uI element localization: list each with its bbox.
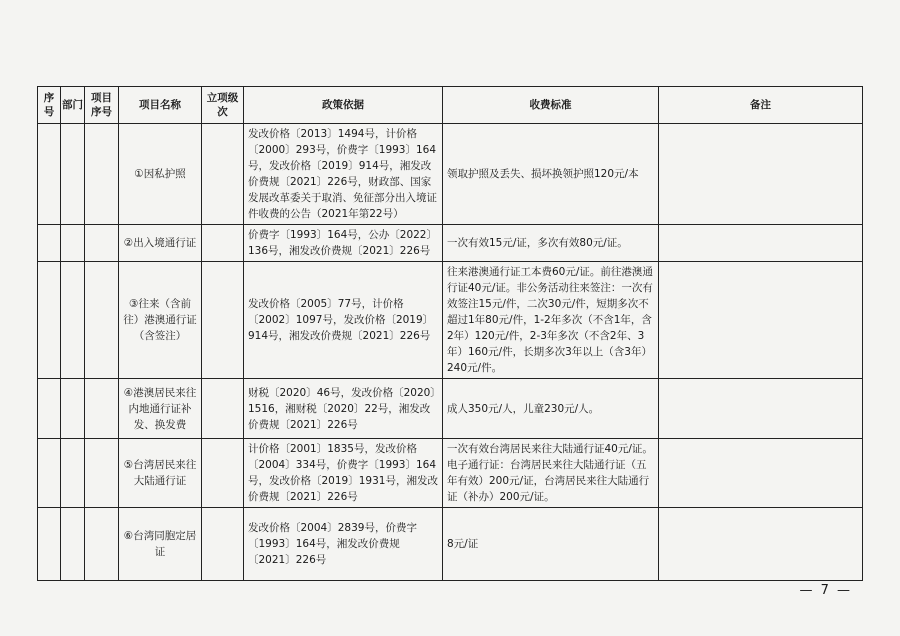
fee-table <box>37 86 863 581</box>
policy-basis: 发改价格〔2013〕1494号，计价格〔2000〕293号，价费字〔1993〕164号，发改价格〔2019〕914号，湘发改价费规〔2021〕226号，财政部、国家发展改革委关于取消、免征部分出入境证件收费的公告（2021年第22号） <box>244 124 443 225</box>
item-seq-cell <box>85 379 119 439</box>
fee-standard: 一次有效15元/证，多次有效80元/证。 <box>443 225 659 262</box>
level-cell <box>202 379 244 439</box>
header-level: 立项级次 <box>202 87 244 124</box>
table-row <box>38 439 863 508</box>
item-name: ⑥台湾同胞定居证 <box>119 508 202 581</box>
dept-cell <box>61 508 85 581</box>
note-cell <box>659 439 863 508</box>
note-cell <box>659 225 863 262</box>
item-name: ②出入境通行证 <box>119 225 202 262</box>
note-cell <box>659 508 863 581</box>
dept-cell <box>61 379 85 439</box>
table-row <box>38 262 863 379</box>
fee-standard: 一次有效台湾居民来往大陆通行证40元/证。电子通行证：台湾居民来往大陆通行证（五年有效）200元/证，台湾居民来往大陆通行证（补办）200元/证。 <box>443 439 659 508</box>
level-cell <box>202 225 244 262</box>
header-basis: 政策依据 <box>244 87 443 124</box>
level-cell <box>202 124 244 225</box>
dept-cell <box>61 439 85 508</box>
table-row <box>38 225 863 262</box>
header-fee: 收费标准 <box>443 87 659 124</box>
page-number: — 7 — <box>799 583 852 598</box>
dept-cell <box>61 262 85 379</box>
header-item-seq: 项目序号 <box>85 87 119 124</box>
header-name: 项目名称 <box>119 87 202 124</box>
header-seq: 序号 <box>38 87 61 124</box>
policy-basis: 价费字〔1993〕164号，公办〔2022〕136号，湘发改价费规〔2021〕226号 <box>244 225 443 262</box>
note-cell <box>659 262 863 379</box>
level-cell <box>202 262 244 379</box>
fee-standard: 8元/证 <box>443 508 659 581</box>
policy-basis: 计价格〔2001〕1835号，发改价格〔2004〕334号，价费字〔1993〕164号，发改价格〔2019〕1931号，湘发改价费规〔2021〕226号 <box>244 439 443 508</box>
item-seq-cell <box>85 508 119 581</box>
item-seq-cell <box>85 124 119 225</box>
policy-basis: 财税〔2020〕46号，发改价格〔2020〕1516，湘财税〔2020〕22号，湘发改价费规〔2021〕226号 <box>244 379 443 439</box>
item-name: ①因私护照 <box>119 124 202 225</box>
seq-cell <box>38 379 61 439</box>
seq-cell <box>38 262 61 379</box>
dept-cell <box>61 225 85 262</box>
seq-cell <box>38 439 61 508</box>
seq-cell <box>38 124 61 225</box>
table-row <box>38 124 863 225</box>
item-name: ④港澳居民来往内地通行证补发、换发费 <box>119 379 202 439</box>
policy-basis: 发改价格〔2005〕77号，计价格〔2002〕1097号，发改价格〔2019〕914号，湘发改价费规〔2021〕226号 <box>244 262 443 379</box>
fee-standard: 往来港澳通行证工本费60元/证。前往港澳通行证40元/证。非公务活动往来签注：一次有效签注15元/件，二次30元/件，短期多次不超过1年80元/件，1-2年多次（不含1年，含2年）120元/件，2-3年多次（不含2年、3年）160元/件，长期多次3年以上（含3年）240元/件。 <box>443 262 659 379</box>
table-row <box>38 508 863 581</box>
seq-cell <box>38 225 61 262</box>
level-cell <box>202 508 244 581</box>
item-name: ③往来（含前往）港澳通行证（含签注） <box>119 262 202 379</box>
policy-basis: 发改价格〔2004〕2839号，价费字〔1993〕164号，湘发改价费规〔2021〕226号 <box>244 508 443 581</box>
item-seq-cell <box>85 262 119 379</box>
level-cell <box>202 439 244 508</box>
seq-cell <box>38 508 61 581</box>
header-row <box>38 87 863 124</box>
table-row <box>38 379 863 439</box>
header-dept: 部门 <box>61 87 85 124</box>
note-cell <box>659 124 863 225</box>
fee-standard: 领取护照及丢失、损坏换领护照120元/本 <box>443 124 659 225</box>
dept-cell <box>61 124 85 225</box>
item-seq-cell <box>85 439 119 508</box>
item-name: ⑤台湾居民来往大陆通行证 <box>119 439 202 508</box>
item-seq-cell <box>85 225 119 262</box>
header-note: 备注 <box>659 87 863 124</box>
note-cell <box>659 379 863 439</box>
fee-standard: 成人350元/人，儿童230元/人。 <box>443 379 659 439</box>
